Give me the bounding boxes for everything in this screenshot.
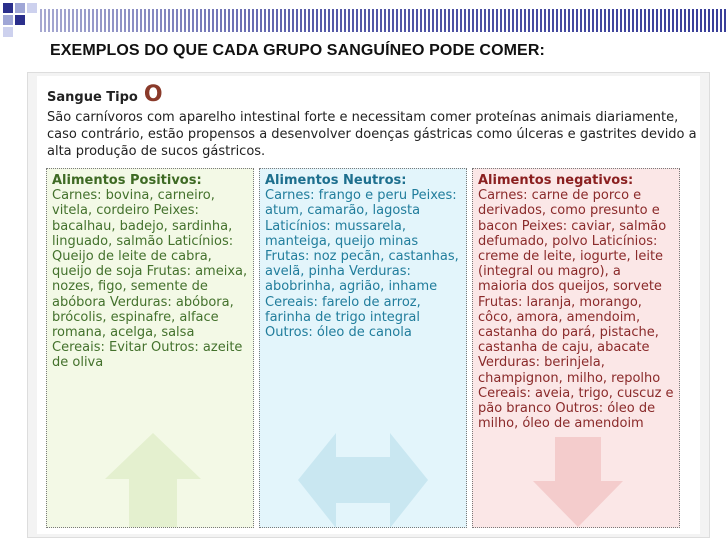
negative-foods-column [472, 168, 680, 528]
decor-square [15, 3, 25, 13]
blood-type-description: São carnívoros com aparelho intestinal forte e necessitam comer proteínas animais diariamente, caso contrário, estão propensos a desenvolver doenças gástricas como úlceras e gastrites devido a alta produção de sucos gástricos. [47, 110, 697, 159]
blood-type-label: Sangue Tipo [47, 90, 138, 105]
blood-type-letter: O [143, 82, 163, 107]
neutral-foods-title: Alimentos Neutros: [265, 173, 407, 188]
blood-type-heading [47, 82, 163, 107]
decor-square [3, 27, 13, 37]
decor-square [27, 3, 37, 13]
neutral-foods-list: Carnes: frango e peru Peixes: atum, camarão, lagosta Laticínios: mussarela, manteiga, queijo minas Frutas: noz pecãn, castanhas, avelã, pinha Verduras: abobrinha, agrião, inhame Cereais: farelo de arroz, farinha de trigo integral Outros: óleo de canola [265, 188, 459, 341]
negative-foods-title: Alimentos negativos: [478, 173, 634, 188]
neutral-foods-column [259, 168, 467, 528]
decor-square [15, 15, 25, 25]
slide-title: EXEMPLOS DO QUE CADA GRUPO SANGUÍNEO PODE COMER: [50, 42, 545, 59]
positive-foods-title: Alimentos Positivos: [52, 173, 202, 188]
negative-foods-list: Carnes: carne de porco e derivados, como presunto e bacon Peixes: caviar, salmão defumado, polvo Laticínios: creme de leite, iogurte, leite (integral ou magro), a maioria dos queijos, sorvete Frutas: laranja, morango, côco, amora, amendoim, castanha do pará, pistache, castanha de caju, abacate Verduras: berinjela, champignon, milho, repolho Cereais: aveia, trigo, cuscuz e pão branco Outros: óleo de milho, óleo de amendoim [478, 188, 674, 432]
header-bar-fade [40, 9, 728, 32]
positive-foods-column [46, 168, 254, 528]
decor-square [3, 15, 13, 25]
left-right-arrow-icon [298, 433, 428, 528]
positive-foods-list: Carnes: bovina, carneiro, vitela, cordeiro Peixes: bacalhau, badejo, sardinha, linguado, salmão Laticínios: Queijo de leite de cabra, queijo de soja Frutas: ameixa, nozes, figo, semente de abóbora Verduras: abóbora, brócolis, espinafre, alface romana, acelga, salsa Cereais: Evitar Outros: azeite de oliva [52, 188, 248, 371]
down-arrow-icon [533, 437, 623, 527]
decor-square [3, 3, 13, 13]
up-arrow-icon [105, 433, 201, 528]
